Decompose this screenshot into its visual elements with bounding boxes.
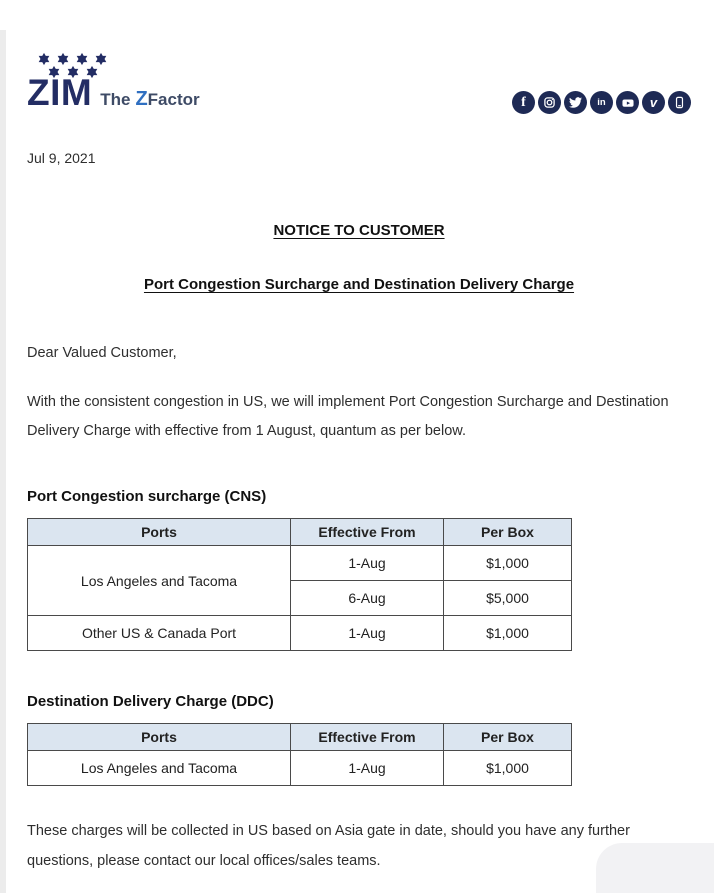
ddc-header-row <box>28 724 572 751</box>
notice-subtitle: Port Congestion Surcharge and Destination Delivery Charge <box>143 276 575 293</box>
ddc-table <box>27 723 572 786</box>
salutation: Dear Valued Customer, <box>27 345 177 361</box>
instagram-icon[interactable] <box>538 91 561 114</box>
zim-wordmark: ZIM <box>27 72 93 113</box>
logo-wordmark <box>27 72 200 114</box>
cns-header-per-box: Per Box <box>444 519 572 546</box>
cns-header-ports: Ports <box>28 519 291 546</box>
watermark-artifact <box>596 843 714 893</box>
table-row <box>28 751 572 786</box>
tagline-factor: Factor <box>147 90 200 109</box>
mobile-app-icon[interactable] <box>668 91 691 114</box>
intro-paragraph: With the consistent congestion in US, we will implement Port Congestion Surcharge and Destination Delivery Charge with effective from 1 August, quantum as per below. <box>27 394 669 439</box>
cns-cell-date: 6-Aug <box>291 581 444 616</box>
notice-title: NOTICE TO CUSTOMER <box>273 222 445 239</box>
document-header <box>27 30 691 114</box>
tagline-z-mark: Z <box>135 88 148 110</box>
cns-header-effective-from: Effective From <box>291 519 444 546</box>
twitter-icon[interactable] <box>564 91 587 114</box>
tagline-the: The <box>100 90 131 109</box>
ddc-cell-date: 1-Aug <box>291 751 444 786</box>
ddc-header-effective-from: Effective From <box>291 724 444 751</box>
notice-document <box>0 30 714 876</box>
cns-cell-price: $1,000 <box>444 616 572 651</box>
cns-table <box>27 518 572 651</box>
facebook-icon[interactable]: f <box>512 91 535 114</box>
cns-cell-port-other: Other US & Canada Port <box>28 616 291 651</box>
youtube-icon[interactable] <box>616 91 639 114</box>
linkedin-icon[interactable]: in <box>590 91 613 114</box>
notice-date: Jul 9, 2021 <box>27 150 96 166</box>
table-row <box>28 546 572 581</box>
social-icons-bar <box>512 91 691 114</box>
cns-cell-date: 1-Aug <box>291 546 444 581</box>
logo-stars-row-top <box>37 52 200 66</box>
cns-section-title: Port Congestion surcharge (CNS) <box>27 488 267 505</box>
ddc-header-per-box: Per Box <box>444 724 572 751</box>
vimeo-icon[interactable]: v <box>642 91 665 114</box>
table-row <box>28 616 572 651</box>
ddc-cell-port: Los Angeles and Tacoma <box>28 751 291 786</box>
star-of-david-icon <box>75 52 89 66</box>
cns-cell-date: 1-Aug <box>291 616 444 651</box>
cns-cell-port-la-tacoma: Los Angeles and Tacoma <box>28 546 291 616</box>
ddc-section-title: Destination Delivery Charge (DDC) <box>27 693 274 710</box>
ddc-header-ports: Ports <box>28 724 291 751</box>
cns-header-row <box>28 519 572 546</box>
zim-logo <box>27 52 200 114</box>
cns-cell-price: $1,000 <box>444 546 572 581</box>
star-of-david-icon <box>37 52 51 66</box>
star-of-david-icon <box>56 52 70 66</box>
ddc-cell-price: $1,000 <box>444 751 572 786</box>
star-of-david-icon <box>94 52 108 66</box>
footer-note: These charges will be collected in US based on Asia gate in date, should you have any further questions, please contact our local offices/sales teams. <box>27 823 630 869</box>
cns-cell-price: $5,000 <box>444 581 572 616</box>
